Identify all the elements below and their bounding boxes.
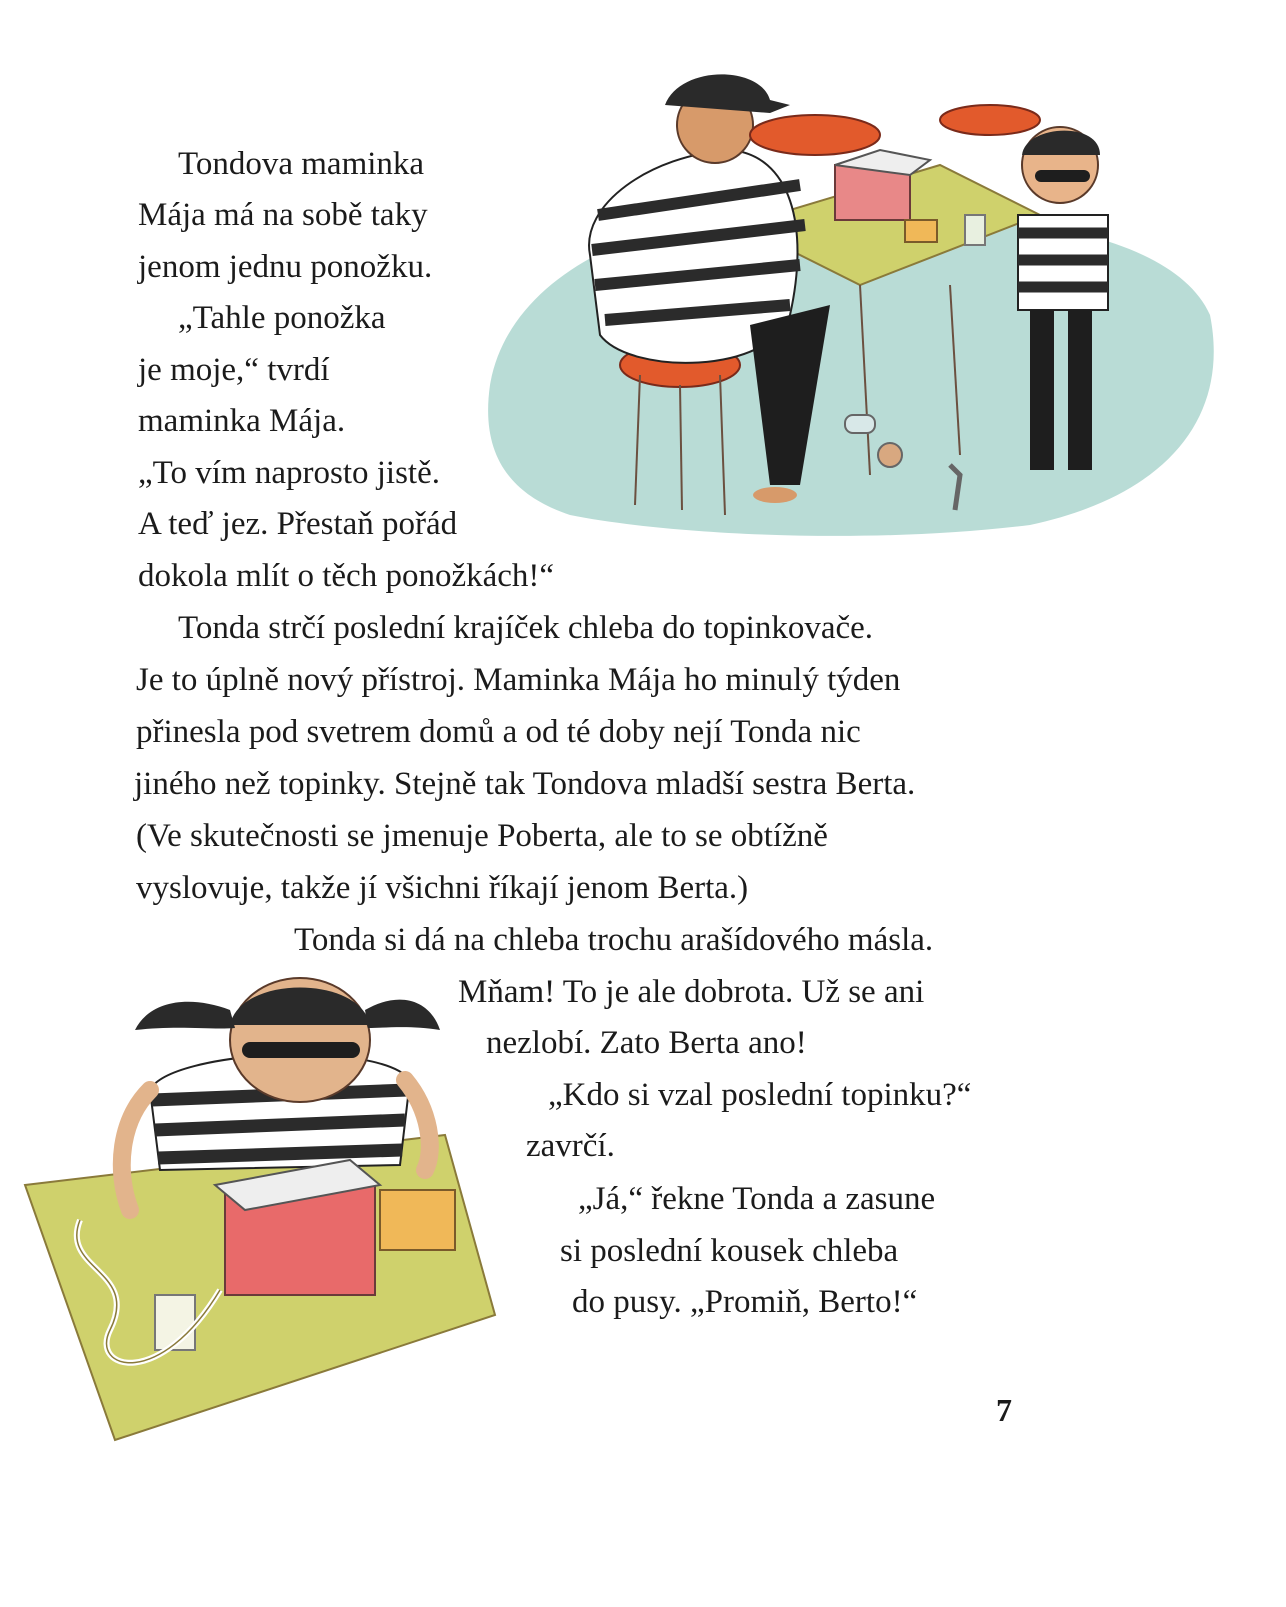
text-line: Je to úplně nový přístroj. Maminka Mája ho minulý týden — [136, 662, 901, 698]
text-line: Mňam! To je ale dobrota. Už se ani — [458, 974, 925, 1010]
text-line: A teď jez. Přestaň pořád — [138, 506, 458, 542]
text-line: přinesla pod svetrem domů a od té doby nejí Tonda nic — [136, 714, 861, 750]
text-line: vyslovuje, takže jí všichni říkají jenom Berta.) — [136, 870, 749, 906]
text-line: dokola mlít o těch ponožkách!“ — [138, 558, 555, 594]
text-line: „Kdo si vzal poslední topinku?“ — [548, 1077, 972, 1113]
text-line: zavrčí. — [526, 1128, 615, 1164]
text-line: Tonda si dá na chleba trochu arašídového másla. — [294, 922, 934, 958]
page-number: 7 — [996, 1392, 1012, 1428]
text-line: si poslední kousek chleba — [560, 1233, 899, 1269]
text-line: jenom jednu ponožku. — [138, 249, 433, 285]
text-line: Tonda strčí poslední krajíček chleba do topinkovače. — [178, 610, 874, 646]
text-line: je moje,“ tvrdí — [138, 352, 330, 388]
text-line: Tondova maminka — [178, 146, 425, 182]
text-line: Mája má na sobě taky — [138, 197, 428, 233]
text-line: do pusy. „Promiň, Berto!“ — [572, 1284, 918, 1320]
text-line: „Tahle ponožka — [178, 300, 386, 336]
text-line: nezlobí. Zato Berta ano! — [486, 1025, 807, 1061]
text-line: jiného než topinky. Stejně tak Tondova mladší sestra Berta. — [134, 766, 916, 802]
text-line: „To vím naprosto jistě. — [138, 455, 440, 491]
text-line: maminka Mája. — [138, 403, 346, 439]
illustration-family-breakfast — [470, 55, 1230, 555]
text-line: „Já,“ řekne Tonda a zasune — [578, 1181, 936, 1217]
illustration-girl-toaster — [20, 970, 520, 1450]
text-line: (Ve skutečnosti se jmenuje Poberta, ale to se obtížně — [136, 818, 828, 854]
